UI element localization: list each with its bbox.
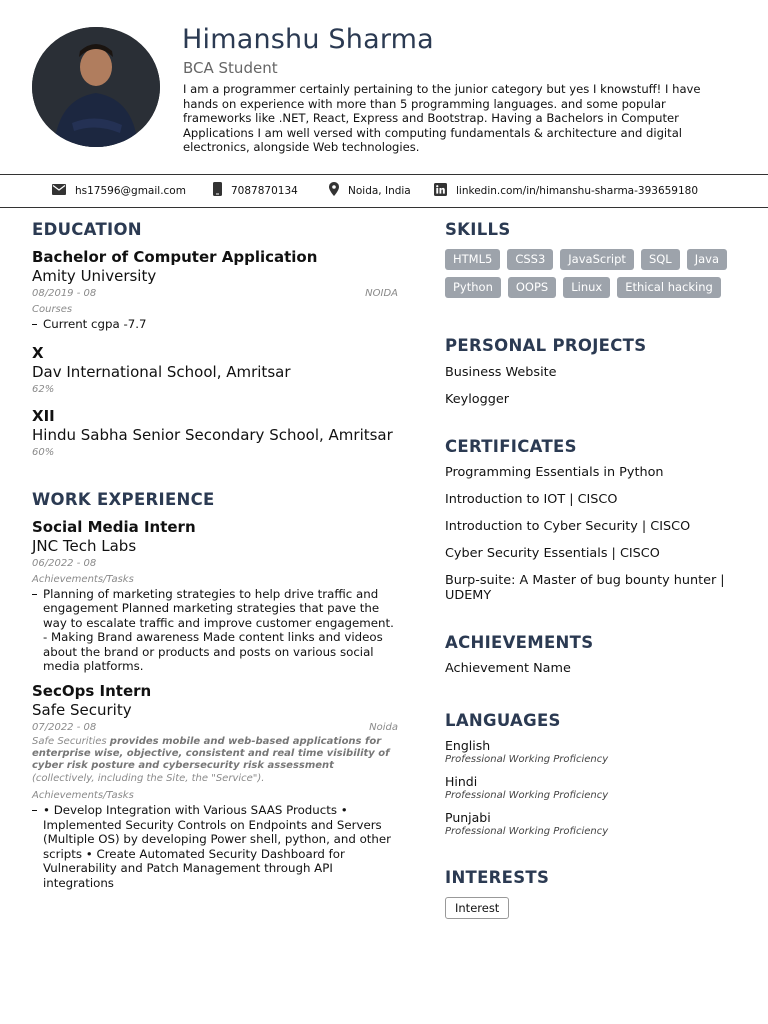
skill-tag: Java (687, 249, 727, 270)
mobile-phone-icon (213, 182, 222, 199)
work-role: Social Media Intern (32, 517, 196, 536)
work-meta (32, 558, 398, 569)
certificate-item: Introduction to Cyber Security | CISCO (445, 519, 691, 534)
skill-tag: Python (445, 277, 501, 298)
language-name: Hindi (445, 774, 478, 789)
certificate-item: Burp-suite: A Master of bug bounty hunter | UDEMY (445, 573, 725, 603)
work-entry (32, 682, 398, 891)
project-item: Business Website (445, 365, 557, 380)
skills-list (445, 249, 745, 305)
achievements-heading: ACHIEVEMENTS (445, 633, 594, 652)
education-degree: X (32, 343, 44, 362)
education-score-text: 62% (32, 383, 55, 395)
tasks-item: Planning of marketing strategies to help drive traffic and engagement Planned marketing strategies that pave the way to escalate traffic and improve customer engagement. - Making Brand awareness Made content links and videos about the brand or products and posts on various social media platforms. (32, 587, 398, 674)
right-column (445, 220, 740, 919)
contact-linkedin-text: linkedin.com/in/himanshu-sharma-393659180 (456, 184, 699, 197)
company-description-b: provides mobile and web-based applications for enterprise wise, objective, consistent and real time visibility of cyber risk posture and cybersecurity risk assessment (32, 735, 390, 772)
language-item (445, 810, 740, 837)
education-school: Dav International School, Amritsar (32, 362, 291, 381)
language-level: Professional Working Proficiency (445, 826, 609, 837)
profile-summary: I am a programmer certainly pertaining to the junior category but yes I knowstuff! I have hands on experience with more than 5 programming languages. and some popular frameworks like .NET, React, Express and Bootstrap. Having a Bachelors in Computer Applications I am well versed with computing fundamentals & architecture and digital electronics, alongside Web technologies. (183, 82, 701, 155)
left-column (32, 220, 398, 890)
certificates-heading: CERTIFICATES (445, 437, 577, 456)
company-description (32, 736, 398, 786)
education-date: 08/2019 - 08 (32, 288, 97, 299)
education-school: Hindu Sabha Senior Secondary School, Amritsar (32, 425, 393, 444)
work-meta (32, 722, 398, 733)
projects-heading: PERSONAL PROJECTS (445, 336, 647, 355)
languages-heading: LANGUAGES (445, 711, 561, 730)
work-experience-heading: WORK EXPERIENCE (32, 489, 215, 509)
linkedin-icon (434, 183, 447, 199)
language-name: English (445, 738, 491, 753)
education-score-text: 60% (32, 446, 55, 458)
tasks-item: • Develop Integration with Various SAAS Products • Implemented Security Controls on Endpoints and Servers (Multiple OS) by developing Power shell, python, and other scripts • Create Automated Security Dashboard for Vulnerability and Patch Management through API integrations (32, 803, 398, 890)
contact-email-text: hs17596@gmail.com (75, 184, 186, 197)
education-degree: XII (32, 406, 55, 425)
achievement-item: Achievement Name (445, 661, 571, 676)
language-item (445, 774, 740, 801)
skill-tag: Ethical hacking (617, 277, 721, 298)
person-silhouette-icon (32, 27, 160, 147)
education-degree: Bachelor of Computer Application (32, 248, 318, 266)
contact-location-text: Noida, India (348, 184, 411, 197)
work-company: Safe Security (32, 700, 132, 719)
contact-linkedin[interactable] (434, 175, 698, 206)
work-entry (32, 518, 398, 674)
contact-phone-text: 7087870134 (231, 184, 298, 197)
profile-photo (32, 27, 160, 147)
education-place: NOIDA (365, 288, 398, 299)
certificate-item: Cyber Security Essentials | CISCO (445, 546, 660, 561)
work-place: Noida (369, 721, 398, 733)
work-role: SecOps Intern (32, 681, 152, 700)
project-item: Keylogger (445, 392, 509, 407)
candidate-name: Himanshu Sharma (182, 24, 434, 55)
certificate-item: Introduction to IOT | CISCO (445, 492, 618, 507)
certificate-item: Programming Essentials in Python (445, 465, 664, 480)
language-level: Professional Working Proficiency (445, 754, 609, 765)
contact-bar (0, 174, 768, 208)
skill-tag: SQL (641, 249, 680, 270)
education-meta (32, 288, 398, 299)
interest-tag: Interest (445, 897, 509, 919)
courses-label: Courses (32, 304, 73, 315)
contact-email[interactable] (52, 175, 186, 206)
map-pin-icon (329, 182, 339, 199)
language-item (445, 738, 740, 765)
skill-tag: JavaScript (560, 249, 634, 270)
education-entry (32, 344, 398, 395)
skill-tag: CSS3 (507, 249, 553, 270)
skill-tag: Linux (563, 277, 610, 298)
contact-phone[interactable] (213, 175, 298, 206)
education-school: Amity University (32, 267, 157, 285)
candidate-role: BCA Student (183, 59, 278, 77)
interests-heading: INTERESTS (445, 868, 550, 887)
work-date: 06/2022 - 08 (32, 557, 97, 569)
education-entry (32, 407, 398, 458)
education-entry (32, 248, 398, 332)
education-score (32, 384, 398, 395)
company-description-c: (collectively, including the Site, the "Service"). (32, 772, 265, 784)
work-company: JNC Tech Labs (32, 536, 137, 555)
skill-tag: OOPS (508, 277, 556, 298)
courses-item: Current cgpa -7.7 (32, 317, 398, 332)
tasks-label: Achievements/Tasks (32, 790, 134, 802)
skills-heading: SKILLS (445, 220, 511, 239)
work-date: 07/2022 - 08 (32, 721, 97, 733)
envelope-icon (52, 184, 66, 198)
language-level: Professional Working Proficiency (445, 790, 609, 801)
skill-tag: HTML5 (445, 249, 500, 270)
tasks-label: Achievements/Tasks (32, 573, 134, 585)
education-score (32, 447, 398, 458)
company-description-a: Safe Securities (32, 735, 110, 747)
language-name: Punjabi (445, 810, 491, 825)
education-heading: EDUCATION (32, 220, 142, 239)
contact-location (329, 175, 411, 206)
